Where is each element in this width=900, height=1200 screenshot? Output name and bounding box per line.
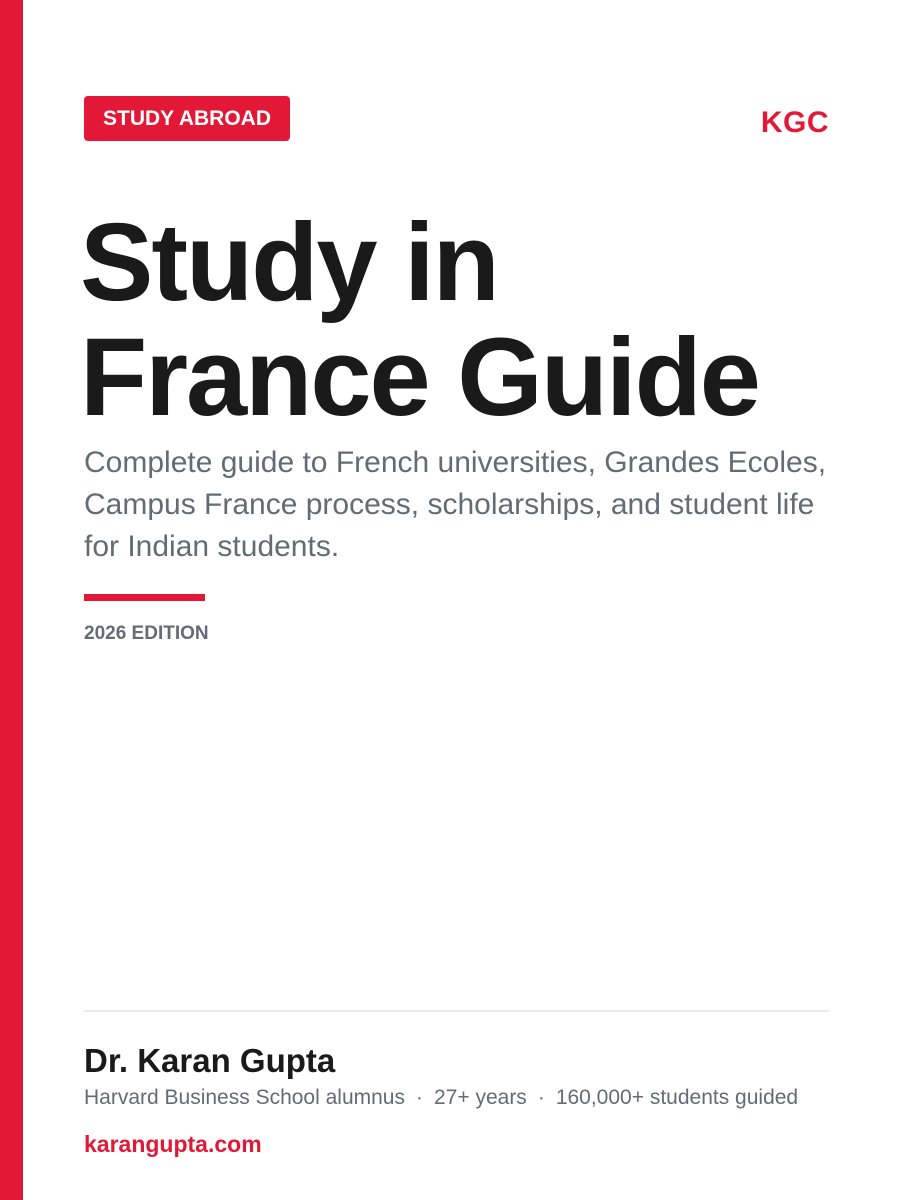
accent-rule xyxy=(84,594,205,601)
author-name: Dr. Karan Gupta xyxy=(84,1042,336,1079)
subtitle: Complete guide to French universities, Grandes Ecoles, Campus France process, scholarships, and student life for Indian students. xyxy=(84,446,827,563)
credential-alumnus: Harvard Business School alumnus xyxy=(84,1086,405,1109)
credential-experience: 27+ years xyxy=(434,1086,527,1109)
footer-divider xyxy=(84,1010,829,1012)
brand-logo: KGC xyxy=(760,106,829,139)
credential-separator: · xyxy=(537,1086,545,1109)
edition-label: 2026 EDITION xyxy=(84,623,209,644)
category-badge: STUDY ABROAD xyxy=(84,96,290,141)
credential-students: 160,000+ students guided xyxy=(555,1086,799,1109)
title-line-1: Study in xyxy=(80,201,498,324)
website-link[interactable]: karangupta.com xyxy=(84,1131,262,1157)
page-title xyxy=(80,201,870,439)
credential-separator: · xyxy=(416,1086,423,1109)
left-accent-bar xyxy=(0,0,23,1200)
title-line-2: France Guide xyxy=(80,316,759,439)
author-credentials xyxy=(84,1084,798,1112)
